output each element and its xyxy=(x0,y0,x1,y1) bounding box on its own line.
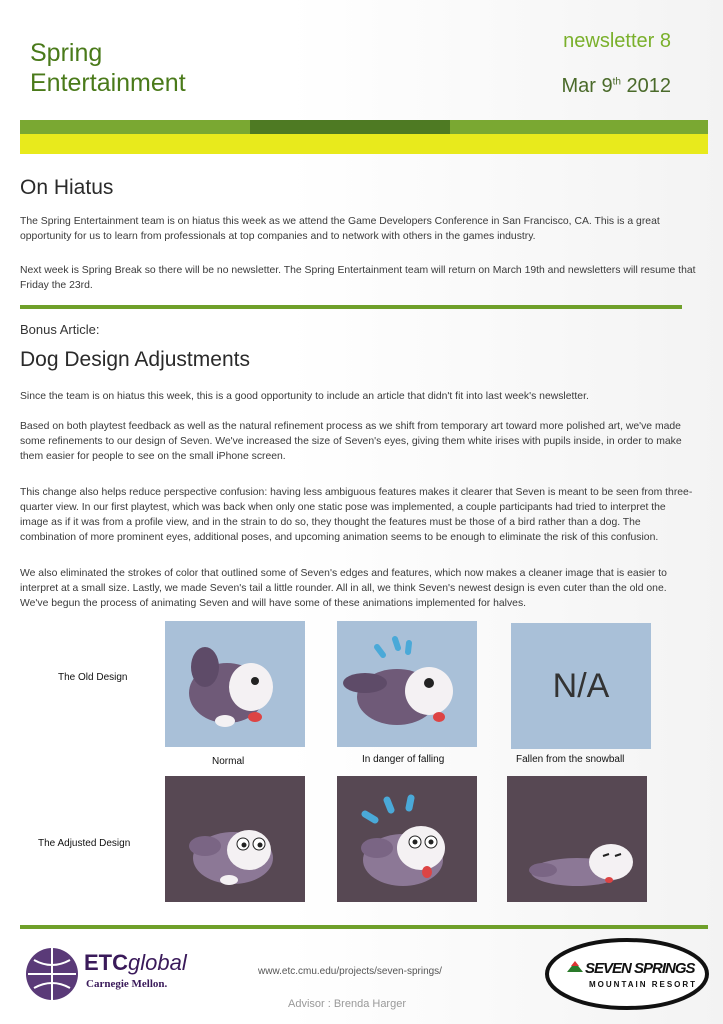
title-line-2: Entertainment xyxy=(30,69,186,97)
dog-adjusted-normal-icon xyxy=(165,776,305,902)
etc-global-logo xyxy=(24,940,194,1010)
adjusted-danger-image xyxy=(337,776,477,902)
col-normal-label: Normal xyxy=(212,756,245,767)
newsletter-number: newsletter 8 xyxy=(563,30,671,52)
title-line-1: Spring xyxy=(30,39,103,67)
old-danger-image xyxy=(337,621,477,747)
header-green-bar xyxy=(20,120,708,134)
old-fallen-placeholder: N/A xyxy=(511,623,651,749)
header-dark-segment xyxy=(250,120,450,134)
date-day: Mar 9 xyxy=(561,75,613,97)
header-yellow-bar xyxy=(20,134,708,154)
etc-global: global xyxy=(128,950,187,975)
project-url: www.etc.cmu.edu/projects/seven-springs/ xyxy=(258,966,442,977)
hiatus-paragraph-1: The Spring Entertainment team is on hiatus this week as we attend the Game Developers Conference in San Francisco, CA. This is a great opportunity for us to learn from professionals at top companies and to network with others in the games industry. xyxy=(20,216,660,242)
bonus-paragraph-4: We also eliminated the strokes of color that outlined some of Seven's edges and features, which now makes a cleaner image that is easier to interpret at a small size. Lastly, we made Seven's tail a little rounder. All in all, we think Seven's newest design is even cuter than the old one. We've begun the process of animating Seven and will have some of these animations implemented for halves. xyxy=(20,568,667,609)
dog-adjusted-danger-icon xyxy=(337,776,477,902)
section-divider xyxy=(20,305,682,309)
etc-cmu: Carnegie Mellon. xyxy=(86,978,168,990)
old-design-label: The Old Design xyxy=(58,672,128,683)
bonus-paragraph-1: Since the team is on hiatus this week, this is a good opportunity to include an article that didn't fit into last week's newsletter. xyxy=(20,391,589,402)
advisor-credit: Advisor : Brenda Harger xyxy=(288,998,406,1010)
dog-old-normal-icon xyxy=(165,621,305,747)
adjusted-fallen-image xyxy=(507,776,647,902)
dog-old-danger-icon xyxy=(337,621,477,747)
hiatus-heading: On Hiatus xyxy=(20,176,114,199)
bonus-kicker: Bonus Article: xyxy=(20,322,100,337)
seven-springs-title: SEVEN SPRINGS xyxy=(585,960,695,977)
adjusted-design-label: The Adjusted Design xyxy=(38,838,131,849)
etc-brand-text xyxy=(84,950,187,976)
etc-brand: ETC xyxy=(84,950,128,975)
bonus-paragraph-3: This change also helps reduce perspective confusion: having less ambiguous features makes it clearer that Seven is meant to be seen from three-quarter view. In our first playtest, which was back when only one static pose was implemented, a couple participants had tried to interpret the image as if it was from a profile view, and in the strain to do so, they thought the features must be those of a bird rather than a dog. The combination of more prominent eyes, additional poses, and upcoming animation seems to be enough to eliminate the risk of this confusion. xyxy=(20,487,693,543)
date-year: 2012 xyxy=(620,75,671,97)
dog-adjusted-fallen-icon xyxy=(507,776,647,902)
old-normal-image xyxy=(165,621,305,747)
bonus-paragraph-2: Based on both playtest feedback as well as the natural refinement process as we shift from temporary art toward more polished art, we've made some refinements to our design of Seven. We've increased the size of Seven's eyes, giving them white irises with pupils inside, in order to make them easier for people to see on the small iPhone screen. xyxy=(20,421,682,462)
date-suffix: th xyxy=(612,76,621,88)
issue-date xyxy=(561,75,671,98)
adjusted-normal-image xyxy=(165,776,305,902)
bonus-heading: Dog Design Adjustments xyxy=(20,348,250,371)
seven-springs-logo xyxy=(545,938,710,1010)
col-danger-label: In danger of falling xyxy=(362,754,445,765)
col-fallen-label: Fallen from the snowball xyxy=(516,754,625,765)
seven-springs-subtitle: MOUNTAIN RESORT xyxy=(589,980,698,989)
hiatus-paragraph-2: Next week is Spring Break so there will be no newsletter. The Spring Entertainment team will return on March 19th and newsletters will resume that Friday the 23rd. xyxy=(20,265,696,291)
page-title xyxy=(30,38,186,98)
footer-divider xyxy=(20,925,708,929)
